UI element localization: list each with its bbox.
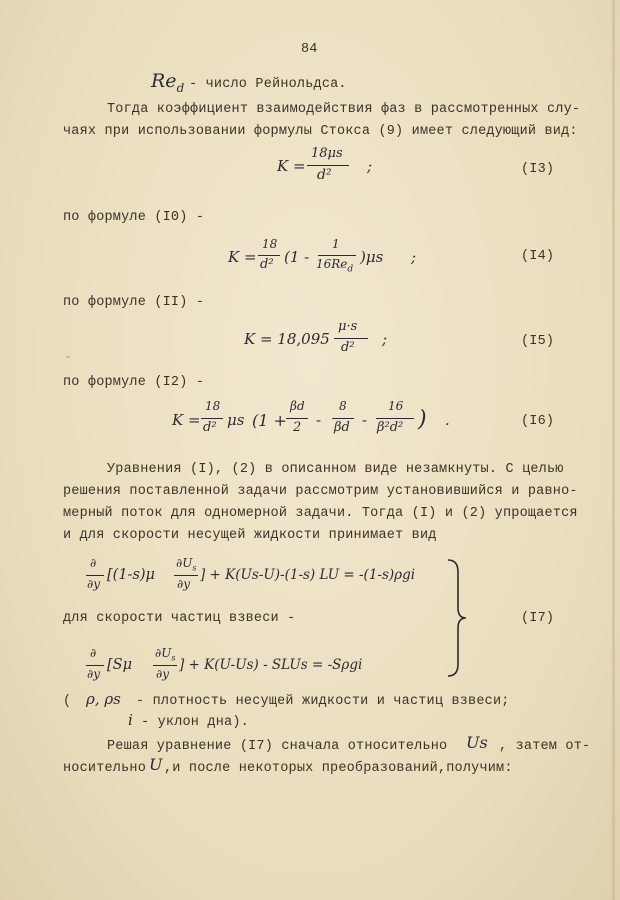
paragraph-line: решения поставленной задачи рассмотрим установившийся и равно- (63, 484, 578, 499)
equation-number-17: (I7) (521, 611, 555, 626)
equation-number-15: (I5) (521, 334, 555, 349)
paragraph-line: и для скорости несущей жидкости принимает вид (63, 528, 437, 543)
velocity-symbol-u: U (149, 755, 163, 774)
paragraph-line: Уравнения (I), (2) в описанном виде незамкнуты. С целью (107, 462, 564, 477)
paragraph-line: ,и после некоторых преобразований,получим: (164, 761, 513, 776)
equation-14: K = 18 d² (1 - 1 $16Re_d$ )μs ; (228, 237, 417, 275)
equation-17a: ∂ ∂y [(1-s)μ $\partial U_s$ ∂y ] + K(Us-U)-(1-s) LU = -(1-s)ρgi (87, 556, 416, 591)
equation-15: K = 18,095 μ·s d² ; (244, 319, 388, 355)
reynolds-symbol: $Re_d$ (151, 70, 185, 95)
paragraph-line: носительно (63, 761, 147, 776)
paper-mark (612, 0, 615, 900)
notes-open-paren: ( (63, 694, 72, 709)
formula-label: по формуле (I0) - (63, 210, 205, 225)
density-symbols: ρ, ρs (86, 690, 121, 708)
slope-definition: - уклон дна). (141, 715, 249, 730)
equation-13: K = 18μs d² ; (277, 146, 373, 183)
slope-symbol: i (128, 711, 133, 729)
paper-mark (66, 356, 70, 358)
paragraph-line: , затем от- (499, 739, 591, 754)
formula-label: по формуле (II) - (63, 295, 205, 310)
formula-label: по формуле (I2) - (63, 375, 205, 390)
equation-number-16: (I6) (521, 414, 555, 429)
equation-number-13: (I3) (521, 162, 555, 177)
paragraph-line: Тогда коэффициент взаимодействия фаз в рассмотренных слу- (107, 102, 581, 117)
paragraph-line: Решая уравнение (I7) сначала относительно (107, 739, 448, 754)
formula-label: для скорости частиц взвеси - (63, 611, 296, 626)
equation-17b: ∂ ∂y [Sμ $\partial U_s$ ∂y ] + K(U-Us) - SLUs = -Sρgi (87, 646, 363, 681)
page-number: 84 (301, 42, 318, 57)
paragraph-line: мерный поток для одномерной задачи. Тогда (I) и (2) упрощается (63, 506, 578, 521)
system-brace (444, 558, 468, 678)
equation-number-14: (I4) (521, 249, 555, 264)
velocity-symbol-us: Us (466, 733, 488, 752)
paragraph-line: чаях при использовании формулы Стокса (9) имеет следующий вид: (63, 124, 578, 139)
equation-16: K = 18 d² μs (1 + βd 2 - 8 βd - 16 β²d² ) . (172, 399, 450, 435)
reynolds-definition: - число Рейнольдса. (189, 77, 347, 92)
density-definition: - плотность несущей жидкости и частиц взвеси; (136, 694, 510, 709)
